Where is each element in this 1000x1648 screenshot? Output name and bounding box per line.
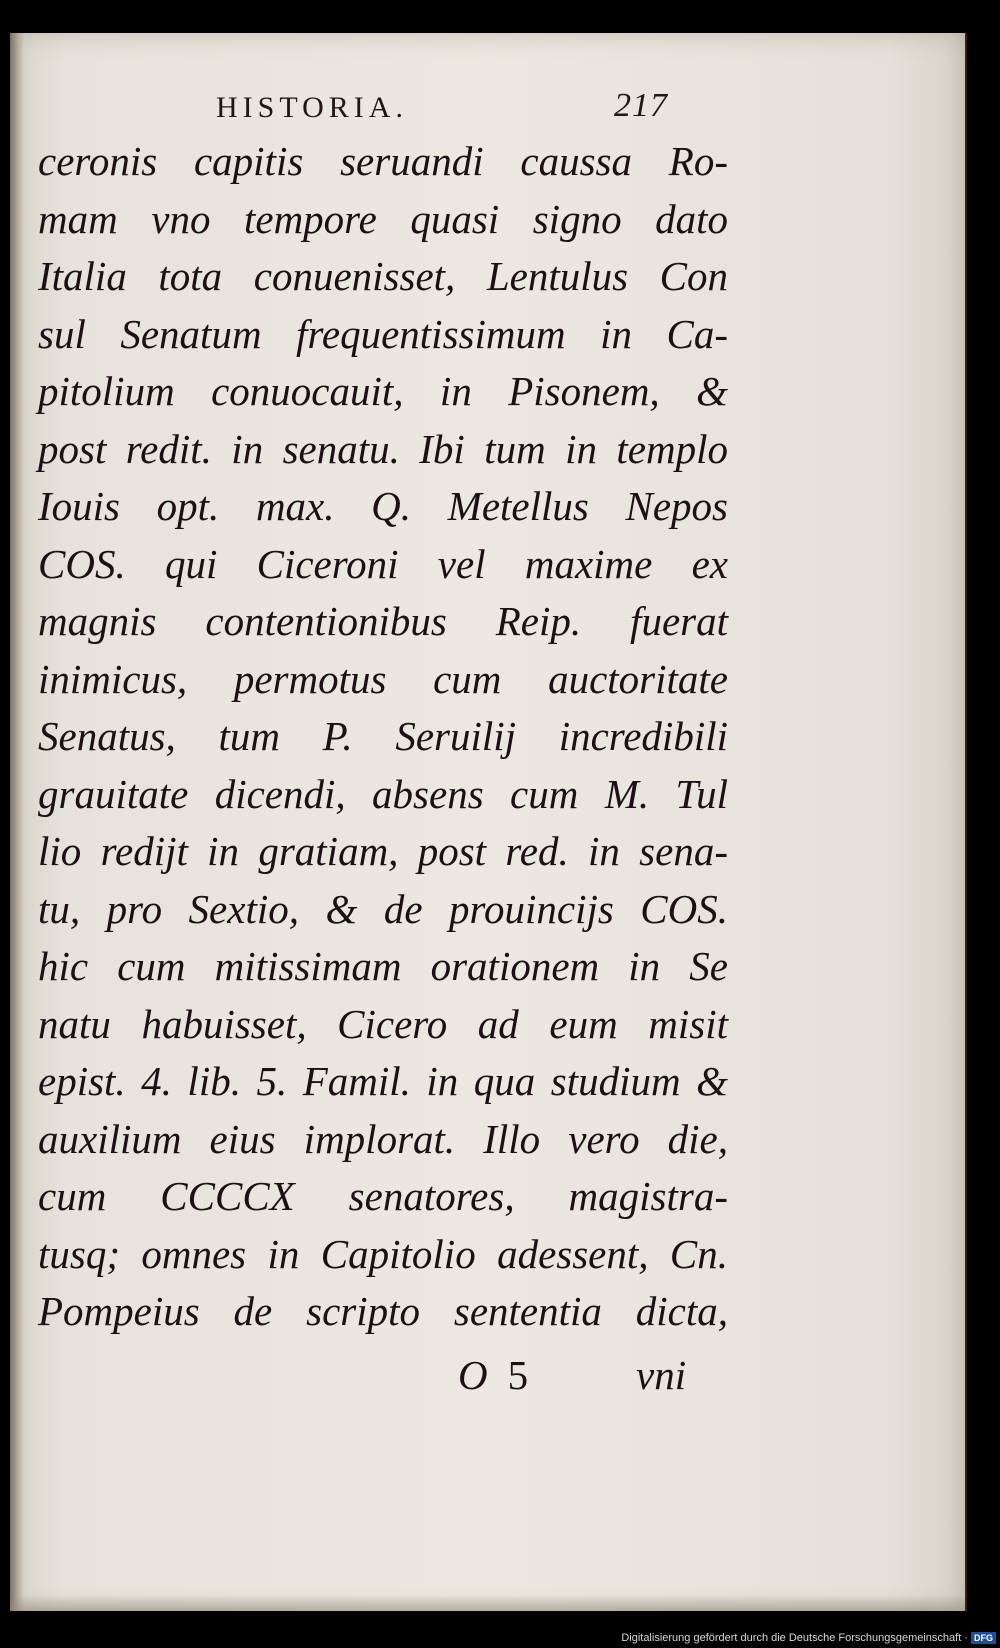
text-line: hic cum mitissimam orationem in Se <box>38 943 728 989</box>
signature-letter: O <box>458 1352 490 1398</box>
text-line: COS. qui Ciceroni vel maxime ex <box>38 540 728 587</box>
text-line: cum CCCCX senatores, magistra- <box>38 1173 728 1219</box>
funding-credit <box>621 1632 996 1644</box>
text-line: ceronis capitis seruandi caussa Ro- <box>38 138 728 184</box>
text-line: auxilium eius implorat. Illo vero die, <box>38 1115 728 1162</box>
dfg-logo-icon: DFG <box>971 1632 996 1644</box>
page-header <box>10 87 965 135</box>
text-line: magnis contentionibus Reip. fuerat <box>38 598 728 644</box>
funding-credit-text: Digitalisierung gefördert durch die Deutsche Forschungsgemeinschaft · <box>621 1631 968 1644</box>
book-page <box>10 33 967 1611</box>
text-line: natu habuisset, Cicero ad eum misit <box>38 1000 728 1047</box>
page-bottom-shadow <box>10 1595 965 1611</box>
text-line: tusq; omnes in Capitolio adessent, Cn. <box>38 1230 728 1277</box>
text-line: post redit. in senatu. Ibi tum in templo <box>38 425 728 472</box>
text-line: pitolium conuocauit, in Pisonem, & <box>38 368 728 414</box>
signature-mark <box>458 1351 530 1399</box>
text-line: epist. 4. lib. 5. Famil. in qua studium & <box>38 1058 728 1104</box>
text-line: tu, pro Sextio, & de prouincijs COS. <box>38 885 728 932</box>
running-head: HISTORIA. <box>216 91 408 124</box>
text-line: Pompeius de scripto sententia dicta, <box>38 1288 728 1334</box>
text-line: grauitate dicendi, absens cum M. Tul <box>38 770 728 817</box>
text-line: Senatus, tum P. Seruilij incredibili <box>38 713 728 759</box>
page-footer <box>10 1351 965 1401</box>
text-line: mam vno tempore quasi signo dato <box>38 195 728 242</box>
page-number: 217 <box>614 87 668 124</box>
text-line: Italia tota conuenisset, Lentulus Con <box>38 253 728 299</box>
text-line: Iouis opt. max. Q. Metellus Nepos <box>38 483 728 529</box>
text-line: inimicus, permotus cum auctoritate <box>38 655 728 702</box>
body-text <box>38 133 728 1341</box>
text-line: lio redijt in gratiam, post red. in sena- <box>38 828 728 874</box>
catchword: vni <box>636 1352 687 1398</box>
signature-number: 5 <box>507 1352 531 1398</box>
text-line: sul Senatum frequentissimum in Ca- <box>38 310 728 357</box>
